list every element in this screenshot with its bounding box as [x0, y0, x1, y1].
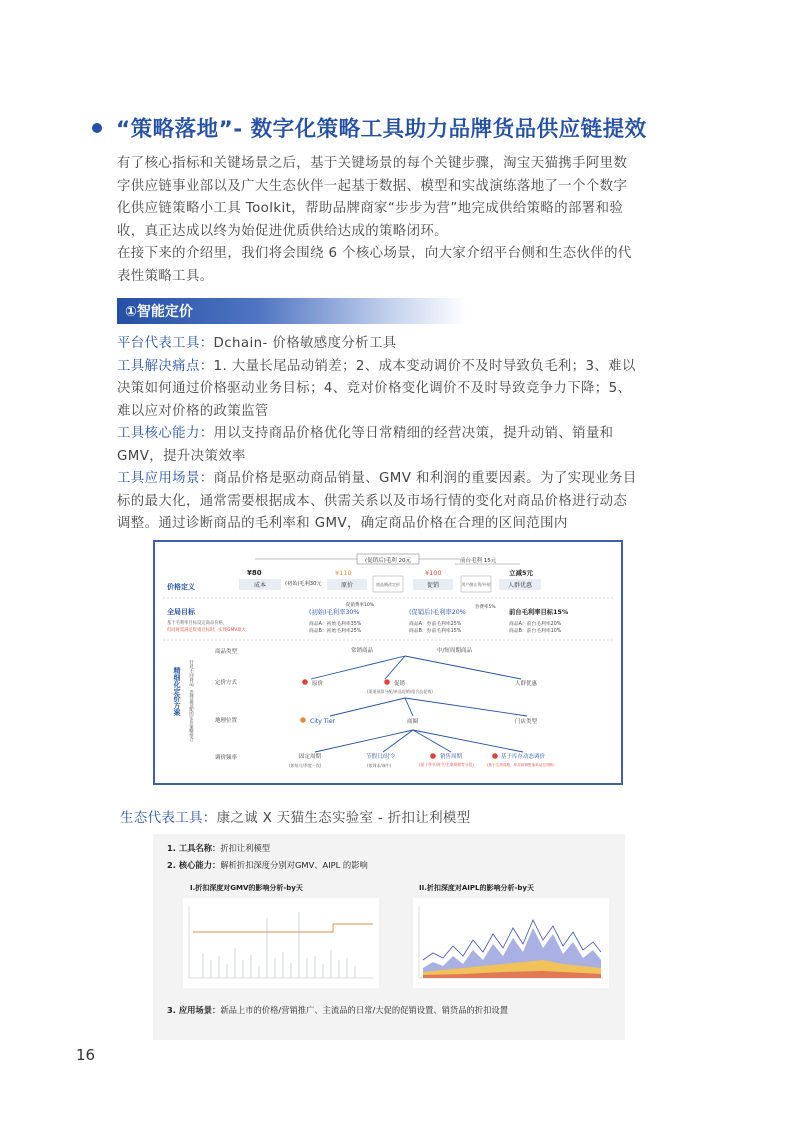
regular-goods: 常销商品 [351, 648, 374, 654]
user-side: 用户侧让利/补贴 [461, 582, 491, 587]
pain-text: 1. 大量长尾品动销差；2、成本变动调价不及时导致负毛利；3、难以 [213, 358, 636, 374]
pain-label: 工具解决痛点： [117, 358, 214, 374]
tool-name-line [167, 842, 270, 854]
after-margin: (促销后)毛利率20% [409, 609, 466, 616]
front-profit: 前台毛利 15元 [460, 558, 497, 564]
eco-label: 生态代表工具： [120, 810, 217, 826]
crowd: 人群优惠 [507, 582, 533, 589]
orig-price: ¥110 [335, 569, 352, 577]
discount-model-figure [153, 834, 625, 1040]
fixed-cycle: 固定周期 [299, 754, 322, 760]
pain-line [117, 356, 657, 379]
intro-line: 字供应链事业部以及广大生态伙伴一起基于数据、模型和实战演练落地了一个个数字 [117, 178, 628, 194]
pricing-diagram-svg [155, 542, 621, 783]
heading-bullet-icon [92, 123, 102, 133]
aipl-chart [413, 898, 609, 988]
fee-rate: 券费率5% [475, 605, 496, 610]
cost-price: ¥80 [247, 569, 262, 577]
gmv-chart-svg [183, 898, 379, 988]
usage-scene-label: 3. 应用场景： [167, 1005, 221, 1015]
core-line [117, 423, 657, 446]
core-ability-label: 2. 核心能力： [167, 860, 221, 870]
store-type: 门店类型 [515, 719, 538, 725]
pain-line: 难以应对价格的政策监管 [117, 403, 269, 419]
row3-title: 精细化定价方案 [173, 667, 181, 716]
promo-sub: (渠道预算分配/单品促销/组合品促销) [367, 689, 433, 694]
mall: 商圈 [407, 719, 419, 725]
target-margin: 前台毛利率目标15% [509, 609, 569, 616]
promo: 促销 [426, 582, 440, 589]
tool-description [117, 333, 657, 536]
promo-cut: 促销费率10% [345, 603, 375, 608]
pricing-diagram [153, 540, 623, 785]
instant-cut: 立减5元 [509, 569, 534, 577]
heading-title: “策略落地”- 数字化策略工具助力品牌货品供应链提效 [116, 117, 647, 142]
eco-tool-line [120, 806, 471, 826]
level-label: 定价方式 [215, 680, 238, 686]
scene-line: 标的最大化，通常需要根据成本、供需关系以及市场行情的变化对商品价格进行动态 [117, 493, 628, 509]
scene-text: 商品价格是驱动商品销量、GMV 和利润的重要因素。为了实现业务目 [213, 471, 637, 486]
intro-paragraph [117, 153, 657, 288]
scene-line [117, 468, 657, 491]
usage-scene-line [167, 1004, 508, 1016]
a3: 商品A：前台毛利率20% [509, 622, 562, 627]
b1: 商品B：初始毛利率25% [309, 629, 362, 634]
tool-name-value: 折扣让利模型 [220, 843, 271, 853]
core-label: 工具核心能力： [117, 426, 214, 441]
city-tier: City Tier [310, 718, 335, 725]
eco-value: 康之诚 X 天猫生态实验室 - 折扣让利模型 [216, 810, 471, 826]
pain-line: 决策如何通过价格驱动业务目标；4、竞对价格变化调价不及时导致竞争力下降；5、 [117, 381, 632, 396]
usage-scene-value: 新品上市的价格/营销推广、主流品的日常/大促的促销设置、销货品的折扣设置 [220, 1005, 509, 1015]
row2-desc: 但同时需满足促销目标时，实现GMV最大 [167, 628, 246, 633]
fixed-sub: (如每月/季度一次) [289, 763, 322, 768]
row3-desc: 针对不同商品，选择最适配的定价策略组合 [188, 660, 194, 742]
platform-tool-line [117, 333, 657, 356]
level-label: 商品类型 [215, 649, 238, 655]
level-label: 地理位置 [215, 718, 238, 724]
long-tail-goods: 中/短周期商品 [437, 648, 472, 654]
section-heading [92, 112, 772, 143]
goods-pricing: 商品侧改定价 [376, 582, 400, 587]
intro-line: 表性策略工具。 [117, 268, 214, 284]
init-margin: (初始)毛利率30% [309, 609, 360, 616]
promo-method: 促销 [394, 681, 406, 687]
crowd-method: 人群优惠 [515, 681, 538, 687]
intro-line: 在接下来的介绍里，我们将会围绕 6 个核心场景，向大家介绍平台侧和生态伙伴的代 [117, 246, 632, 261]
core-line: GMV，提升决策效率 [117, 448, 246, 464]
section-title: ①智能定价 [125, 304, 193, 320]
core-ability-value: 解析折扣深度分别对GMV、AIPL 的影响 [220, 860, 368, 870]
a2: 商品A：券前毛利率25% [409, 622, 462, 627]
b2: 商品B：券前毛利率15% [409, 629, 462, 634]
intro-line: 有了核心指标和关键场景之后，基于关键场景的每个关键步骤，淘宝天猫携手阿里数 [117, 156, 628, 171]
b3: 商品B：前台毛利率10% [509, 629, 562, 634]
a1: 商品A：初始毛利率35% [309, 622, 362, 627]
stock-pricing: 基于库存动态调价 [501, 754, 546, 760]
aipl-chart-svg [413, 898, 609, 988]
core-ability-line [167, 859, 368, 871]
row2-title: 全局目标 [167, 608, 195, 616]
level-label: 调价频率 [215, 755, 238, 761]
tool-name-label: 1. 工具名称： [167, 843, 221, 853]
row2-desc: 基于毛利率目标设定商品价格， [167, 621, 228, 626]
platform-tool-label: 平台代表工具： [117, 336, 214, 351]
scene-line: 调整。通过诊断商品的毛利率和 GMV，确定商品价格在合理的区间范围内 [117, 516, 568, 531]
intro-line: 化供应链策略小工具 Toolkit，帮助品牌商家“步步为营”地完成供给策略的部署和验 [117, 201, 624, 216]
sales-sub: (基于季节/时令/生命周期等分段) [419, 762, 474, 767]
aipl-chart-title: II.折扣深度对AIPL的影响分析-by天 [419, 884, 534, 892]
intro-line: 收，真正达成以终为始促进优质供给达成的策略闭环。 [117, 223, 448, 239]
orig-price-method: 原价 [312, 681, 324, 687]
gmv-chart-title: I.折扣深度对GMV的影响分析-by天 [190, 884, 303, 892]
holiday: 节假日/时令 [366, 754, 396, 760]
cost: 成本 [253, 582, 267, 589]
promo-profit: (促销后)毛利 20元 [364, 558, 412, 564]
platform-tool-value: Dchain- 价格敏感度分析工具 [213, 336, 397, 351]
stock-sub: (基于生命周期、库存和销售速率动态判断) [487, 763, 555, 767]
gmv-chart [183, 898, 379, 988]
page-number: 16 [76, 1046, 96, 1064]
holiday-sub: (如周末/端午) [367, 763, 392, 768]
sales-cycle: 销售周期 [440, 754, 463, 760]
initial-profit: (初始)毛利30元 [285, 581, 322, 587]
row1-title: 价格定义 [167, 583, 195, 591]
scene-label: 工具应用场景： [117, 471, 214, 486]
section-banner [117, 298, 467, 324]
promo-price: ¥100 [425, 569, 442, 577]
orig: 原价 [340, 582, 354, 589]
core-text: 用以支持商品价格优化等日常精细的经营决策，提升动销、销量和 [213, 426, 614, 441]
